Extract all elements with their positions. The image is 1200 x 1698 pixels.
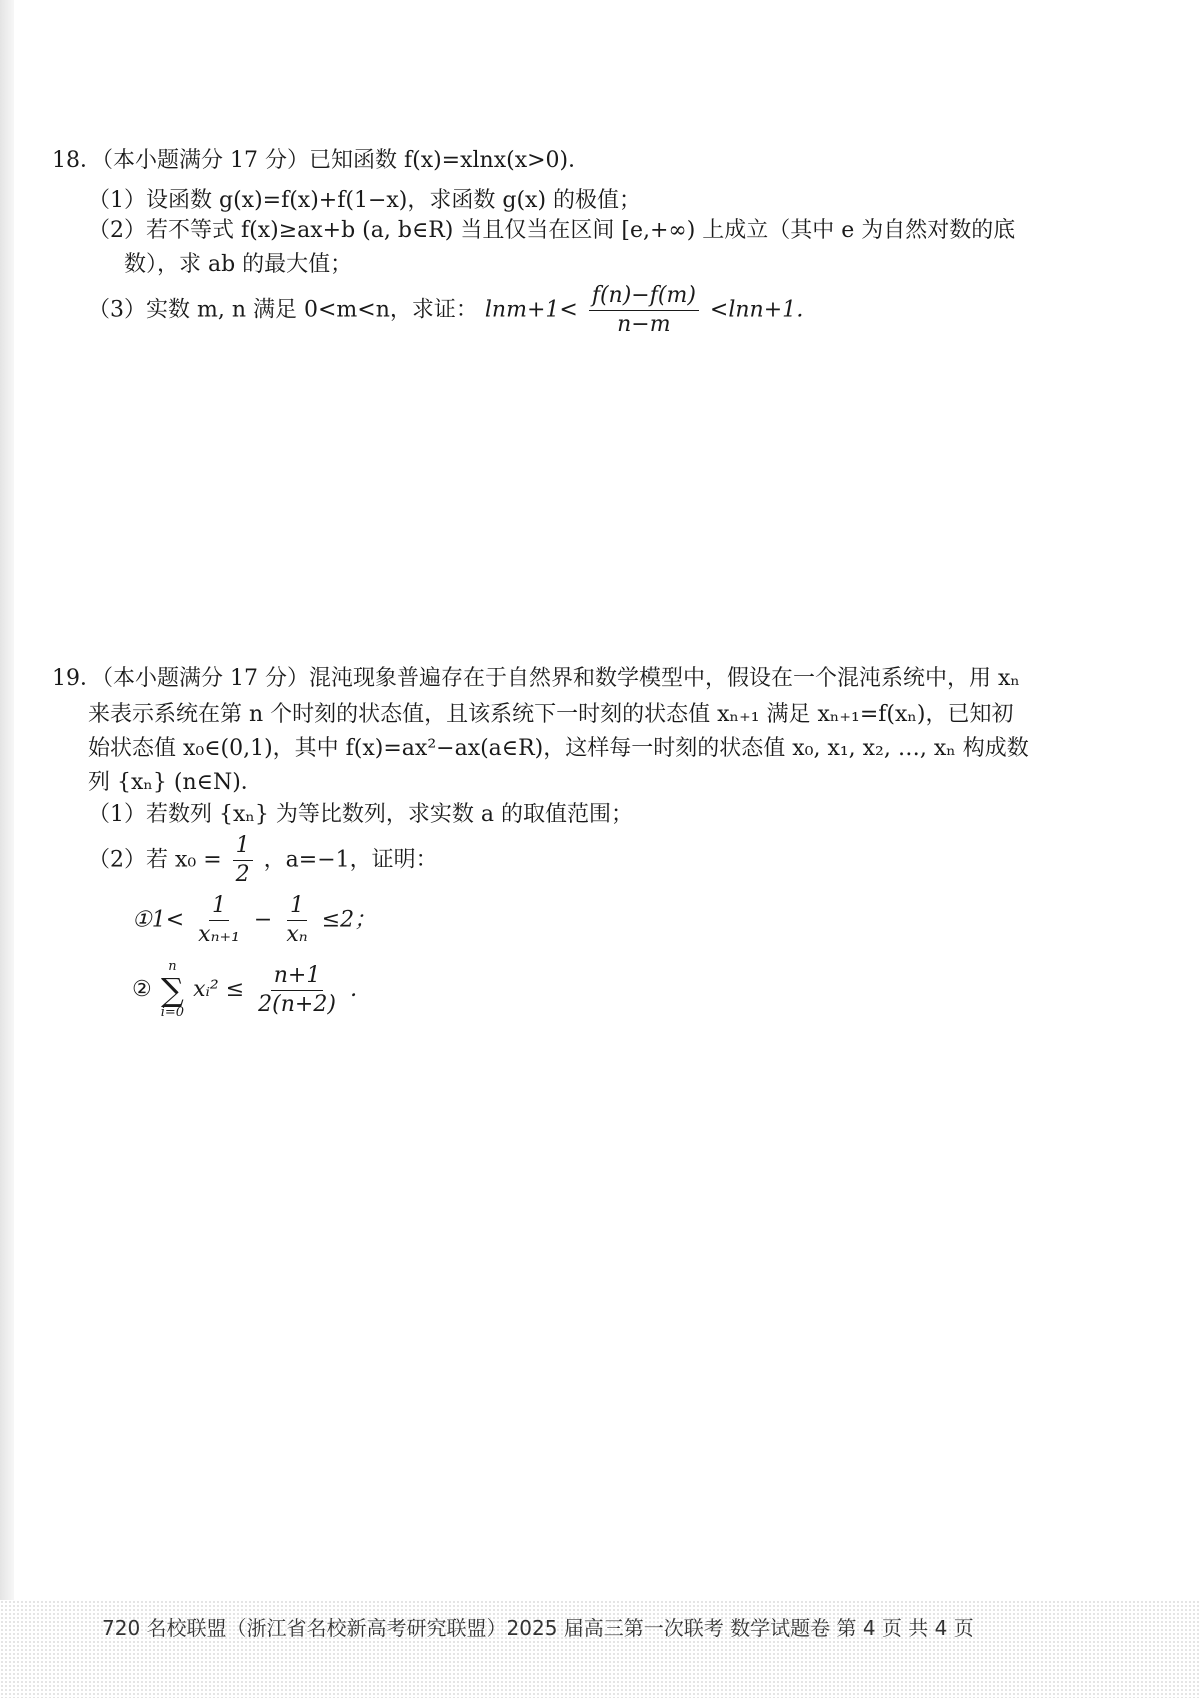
- q19-item2-sum-lower: i=0: [160, 1005, 185, 1020]
- q19-item2-sum-sign: ∑: [160, 971, 184, 1009]
- q18-part3-right: <lnn+1．: [709, 297, 819, 323]
- q19-item1-fraction1-denominator: xₙ₊₁: [198, 922, 240, 947]
- page-left-edge: [0, 0, 14, 1698]
- q19-item1-fraction1: [195, 892, 243, 949]
- q18-part1: （1）设函数 g(x)=f(x)+f(1−x)，求函数 g(x) 的极值；: [88, 188, 642, 213]
- q19-part2-suffix: ，a=−1，证明：: [263, 847, 438, 873]
- q19-item2: [132, 960, 372, 1020]
- q18-part3: [88, 282, 818, 339]
- q19-line2: 来表示系统在第 n 个时刻的状态值，且该系统下一时刻的状态值 xₙ₊₁ 满足 xₙ₊₁=f(xₙ)，已知初: [88, 702, 1014, 727]
- page-footer: 720 名校联盟（浙江省名校新高考研究联盟）2025 届高三第一次联考 数学试题卷 第 4 页 共 4 页: [102, 1616, 974, 1640]
- q19-part2-denominator: 2: [235, 862, 250, 887]
- q19-item1-suffix: ≤2；: [321, 907, 377, 933]
- q19-part2-fraction: [233, 832, 253, 889]
- q19-item2-denominator: 2(n+2): [258, 991, 336, 1017]
- q19-item1-fraction2-numerator: 1: [287, 892, 307, 921]
- q19-line3: 始状态值 x₀∈(0,1)，其中 f(x)=ax²−ax(a∈R)，这样每一时刻的状态值 x₀, x₁, x₂, …, xₙ 构成数: [88, 736, 1029, 761]
- q19-part2: [88, 832, 438, 889]
- q19-item1-fraction2-denominator: xₙ: [286, 922, 308, 947]
- q19-part2-prefix: （2）若 x₀ =: [88, 847, 222, 873]
- q19-item2-sum-upper: n: [168, 959, 177, 974]
- q18-part2-line1: （2）若不等式 f(x)≥ax+b (a, b∈R) 当且仅当在区间 [e,+∞) 上成立（其中 e 为自然对数的底: [88, 218, 1016, 243]
- q18-part3-left: lnm+1<: [484, 297, 578, 323]
- q18-intro: 18．（本小题满分 17 分）已知函数 f(x)=xlnx(x>0)．: [52, 148, 591, 173]
- q19-line1: 19．（本小题满分 17 分）混沌现象普遍存在于自然界和数学模型中，假设在一个混沌系统中，用 xₙ: [52, 666, 1020, 691]
- q19-item1-fraction2: [283, 892, 310, 949]
- q19-item2-summation: [161, 960, 184, 1020]
- q19-item1: [132, 892, 376, 949]
- q18-part3-prefix: （3）实数 m, n 满足 0<m<n，求证：: [88, 297, 478, 323]
- q19-item2-fraction: [255, 962, 339, 1019]
- q18-part3-fraction: [589, 282, 699, 339]
- q19-line4: 列 {xₙ} (n∈N)．: [88, 770, 263, 795]
- q18-part3-denominator: n−m: [617, 312, 671, 337]
- q19-item2-term: xᵢ² ≤: [193, 977, 245, 1002]
- q19-item2-suffix: ．: [349, 977, 372, 1002]
- q19-part2-numerator: 1: [233, 832, 253, 861]
- q19-item1-prefix: ①1<: [132, 907, 185, 933]
- q19-item1-fraction1-numerator: 1: [209, 892, 229, 921]
- q19-item2-numerator: n+1: [271, 962, 324, 991]
- q19-item2-prefix: ②: [132, 977, 152, 1002]
- q19-item1-minus: −: [253, 907, 273, 933]
- q18-part2-line2: 数），求 ab 的最大值；: [124, 252, 353, 277]
- q18-part3-numerator: f(n)−f(m): [589, 282, 699, 311]
- q19-part1: （1）若数列 {xₙ} 为等比数列，求实数 a 的取值范围；: [88, 802, 634, 827]
